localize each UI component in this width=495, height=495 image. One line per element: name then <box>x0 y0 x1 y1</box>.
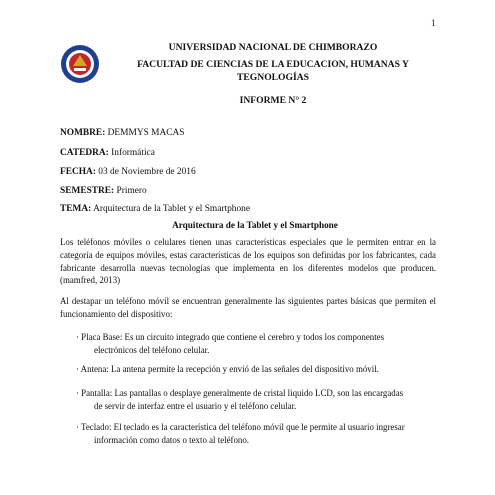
field-subject-label: CATEDRA: <box>60 148 109 158</box>
faculty-line-2: TEGNOLOGÍAS <box>237 72 309 83</box>
list-item-text: · Antena: La antena permite la recepción y envió de las señales del dispositivo móvil. <box>76 364 379 374</box>
field-topic-label: TEMA: <box>60 204 92 214</box>
university-logo <box>60 44 100 84</box>
page-number: 1 <box>431 18 436 28</box>
field-semester-value: Primero <box>114 186 147 196</box>
list-item <box>76 421 432 447</box>
list-item-continuation: electrónicos del teléfono celular. <box>94 345 210 355</box>
list-item <box>76 387 432 413</box>
field-semester <box>60 186 147 196</box>
field-date-value: 03 de Noviembre de 2016 <box>95 167 196 177</box>
paragraph-intro: Los teléfonos móviles o celulares tienen unas características especiales que le permiten entrar en la categoría de equipos móviles, estas características de los equipos son definidas por los fabricantes, cada fabricante desarrolla nuevas tecnologías que implementa en los diferentes modelos que producen. (mamfred, 2013) <box>60 237 436 286</box>
field-name-value: DEMMYS MACAS <box>105 128 185 138</box>
field-semester-label: SEMESTRE: <box>60 186 115 196</box>
list-item <box>76 331 432 357</box>
list-item-text: · Teclado: El teclado es la característica del teléfono móvil que le permite al usuario ingresar <box>76 422 405 432</box>
list-item-text: · Placa Base: Es un circuito integrado que contiene el cerebro y todos los componentes <box>76 332 385 342</box>
field-topic <box>60 204 250 214</box>
list-item <box>76 363 432 376</box>
field-date <box>60 167 196 177</box>
document-title: Arquitectura de la Tablet y el Smartphone <box>172 220 338 230</box>
faculty-line-1: FACULTAD DE CIENCIAS DE LA EDUCACION, HUMANAS Y <box>137 59 409 70</box>
list-item-text: · Pantalla: Las pantallas o desplaye generalmente de cristal liquido LCD, son las encargadas <box>76 388 404 398</box>
field-subject-value: Informática <box>108 148 155 158</box>
report-number: INFORME N° 2 <box>239 95 307 106</box>
university-name: UNIVERSIDAD NACIONAL DE CHIMBORAZO <box>168 42 378 53</box>
paragraph-parts: Al destapar un teléfono móvil se encuentran generalmente las siguientes partes básicas que permiten el funcionamiento del dispositivo: <box>60 296 436 319</box>
list-item-continuation: de servir de interfaz entre el usuario y el teléfono celular. <box>94 401 297 411</box>
field-topic-value: Arquitectura de la Tablet y el Smartphone <box>91 204 251 214</box>
field-subject <box>60 148 155 158</box>
field-name <box>60 128 185 138</box>
faculty-name <box>108 58 438 84</box>
field-name-label: NOMBRE: <box>60 128 106 138</box>
field-date-label: FECHA: <box>60 167 96 177</box>
list-item-continuation: información como datos o texto al teléfono. <box>94 435 250 445</box>
